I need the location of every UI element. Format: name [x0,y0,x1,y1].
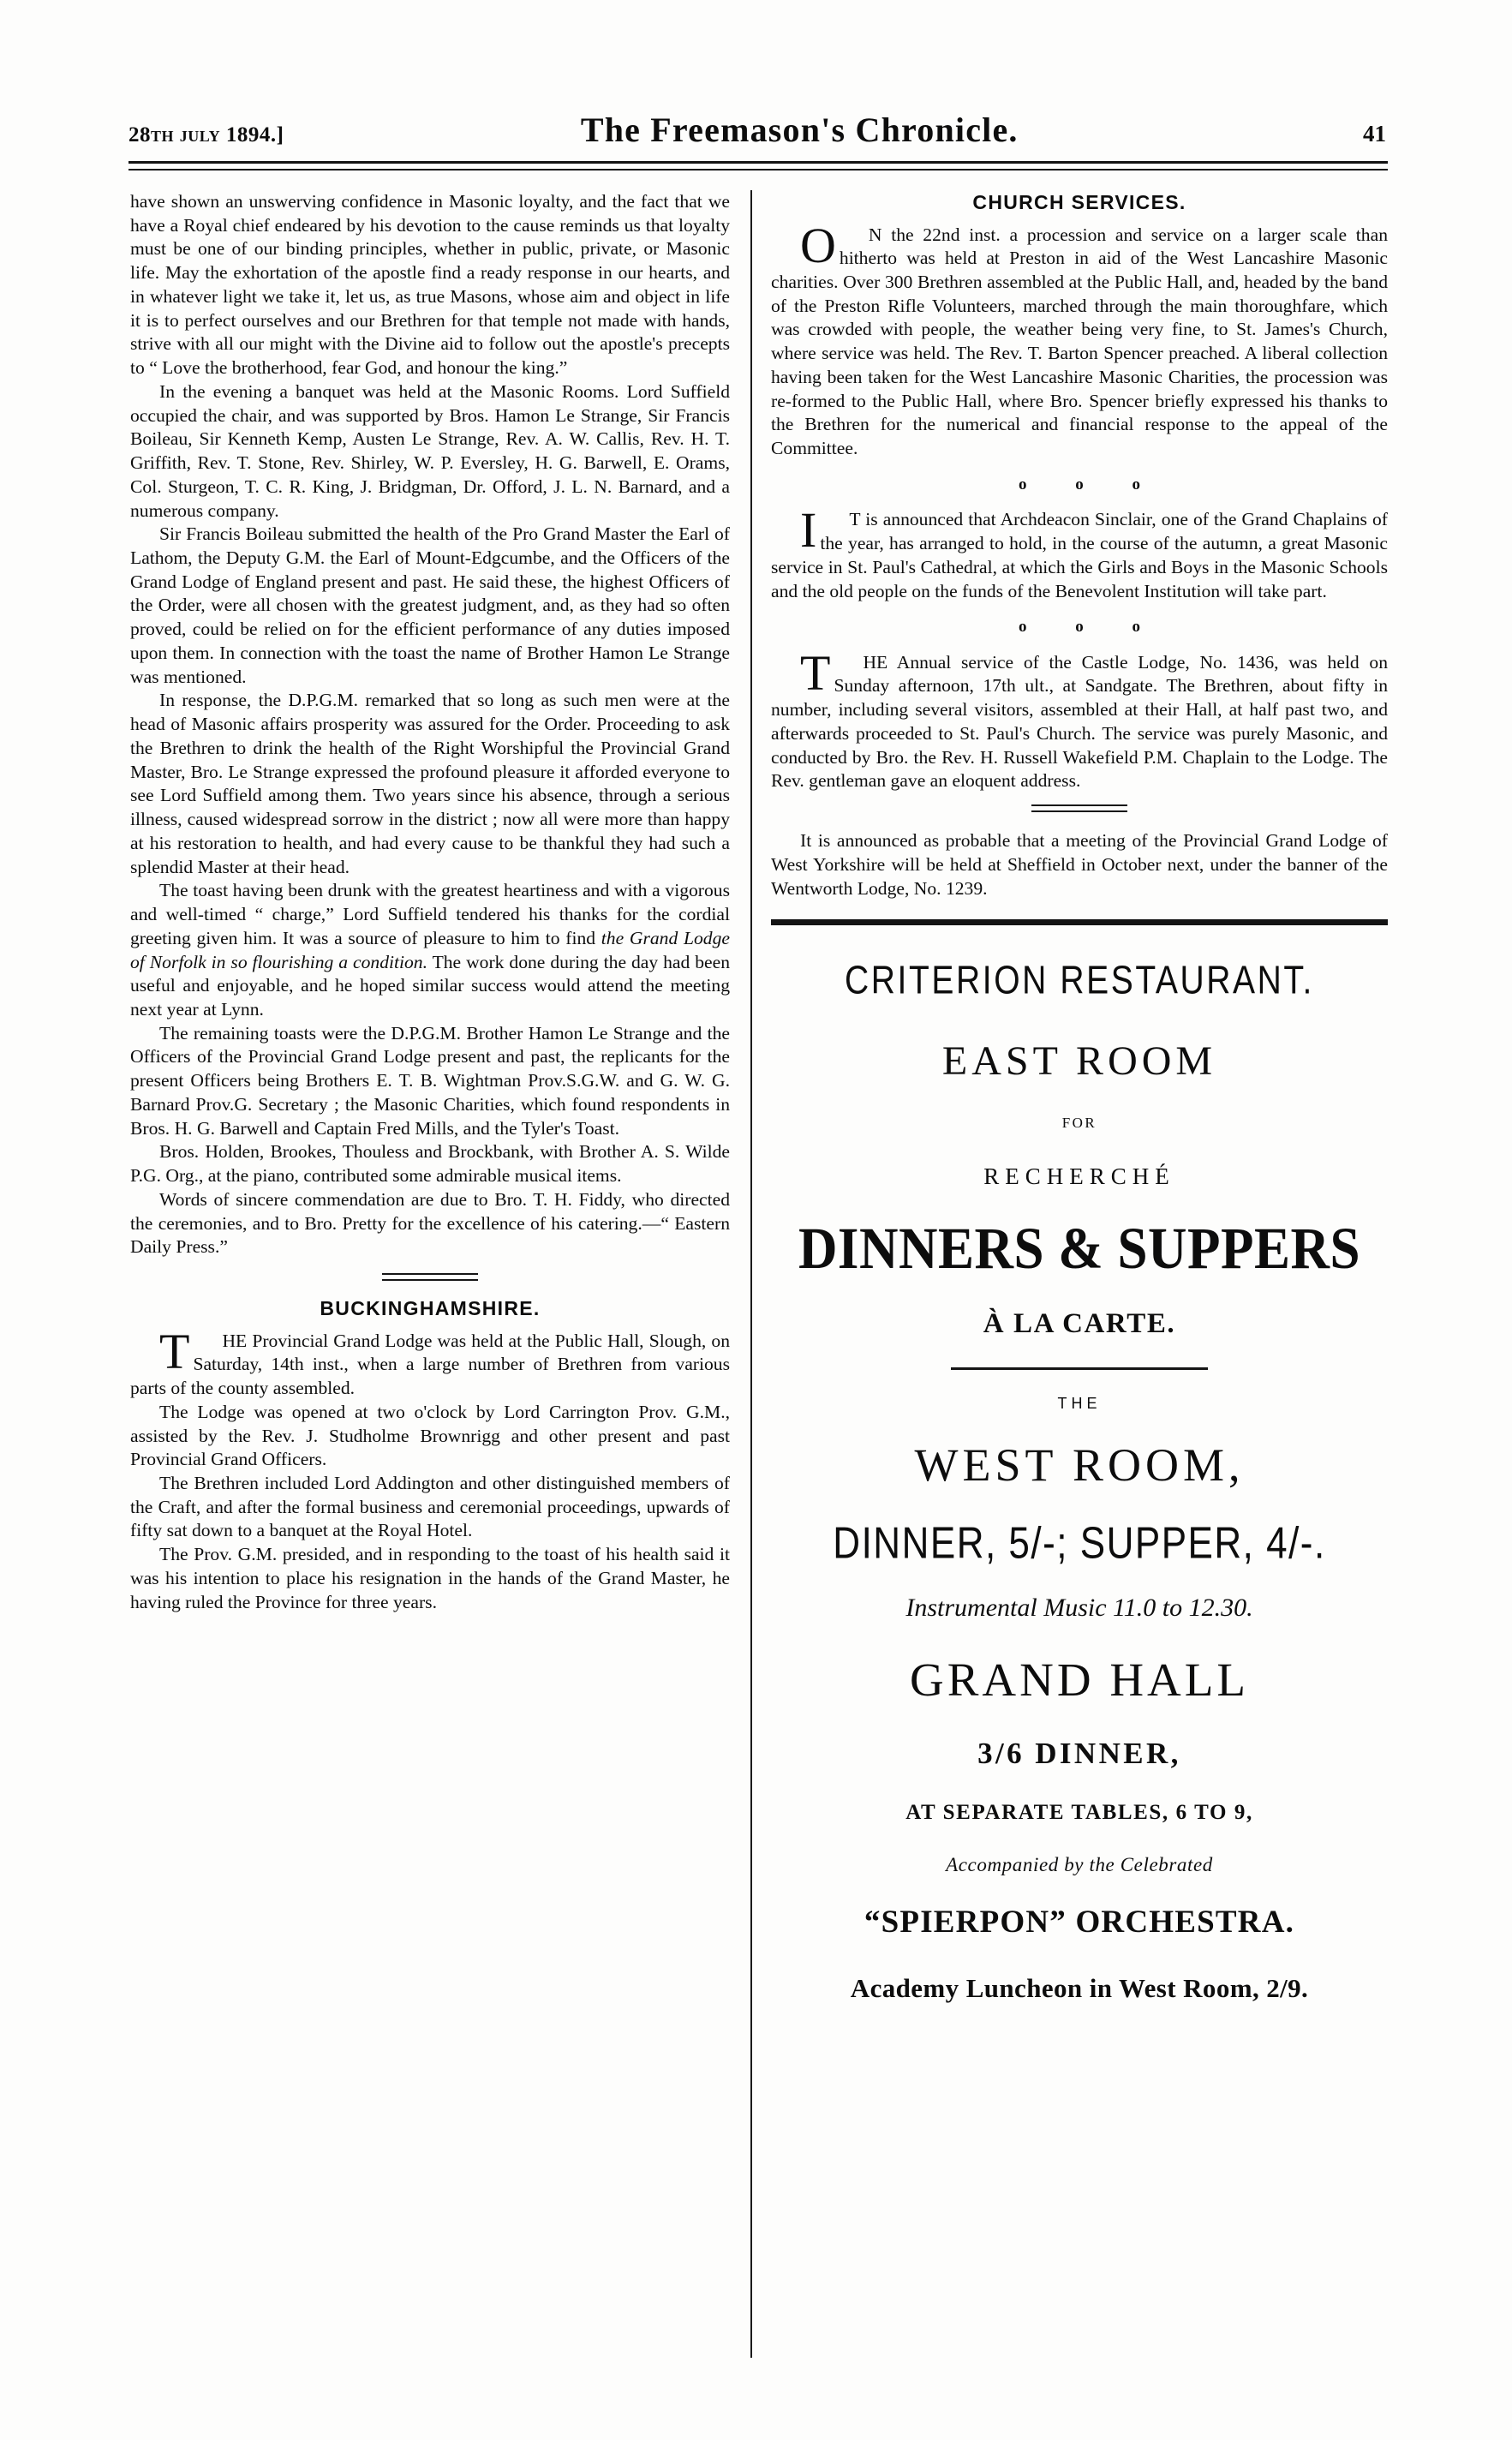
advert-dinner-supper-price: DINNER, 5/-; SUPPER, 4/-. [833,1518,1326,1569]
toast-text-italic: the Grand Lodge of Norfolk in so flourishing a condition. [130,927,730,972]
advert-accompanied-by: Accompanied by the Celebrated [946,1854,1213,1876]
paragraph: The Lodge was opened at two o'clock by Lord Carrington Prov. G.M., assisted by the Rev. J. Studholme Brownrigg and other present and past Provincial Grand Officers. [130,1401,730,1470]
section-separator-rule [1031,804,1127,812]
paragraph: have shown an unswerving confidence in Masonic loyalty, and the fact that we have a Royal chief endeared by his devotion to the cause reminds us that loyalty must be one of our binding principles, whether in public, private, or Masonic life. May the exhortation of the apostle find a ready response in our hearts, and in whatever light we take it, let us, as true Masons, whose aim and object in life it is to perfect ourselves and our Brethren for that temple not made with hands, strive with all our might with the Divine aid to follow out the apostle's precepts to “ Love the brotherhood, fear God, and honour the king.” [130,191,730,379]
right-column [771,190,1388,2006]
advert-for-label: FOR [1061,1115,1097,1132]
paragraph: Words of sincere commendation are due to Bro. T. H. Fiddy, who directed the ceremonies, and to Bro. Pretty for the excellence of his catering.—“ Eastern Daily Press.” [130,1188,730,1258]
advert-academy-luncheon: Academy Luncheon in West Room, 2/9. [850,1973,1309,2004]
column-divider [750,190,752,2358]
issue-date [128,123,284,147]
section-separator-rule [382,1273,478,1281]
advert-divider-rule [951,1367,1208,1370]
criterion-restaurant-advert[interactable] [771,956,1388,2006]
dropcap-paragraph-text: T is announced that Archdeacon Sinclair, one of the Grand Chaplains of the year, has arranged to hold, in the course of the autumn, a great Masonic service in St. Paul's Cathedral, at which the Girls and Boys in the Masonic Schools and the old people on the funds of the Benevolent Institution will take part. [771,509,1388,601]
issue-date-suffix: TH [151,128,175,145]
ornament-separator: o o o [1019,475,1162,493]
drop-cap-letter: I [800,502,817,559]
masthead [128,110,1386,150]
advert-the-label: THE [1057,1394,1102,1412]
paragraph: The remaining toasts were the D.P.G.M. Brother Hamon Le Strange and the Officers of the Provincial Grand Lodge present and past, the replicants for the present Officers being Brothers E. T. B. Wightman Prov.S.G.W. and G. W. G. Barnard Prov.G. Secretary ; the Masonic Charities, which found respondents in Bros. H. G. Barwell and Captain Fred Mills, and the Tyler's Toast. [130,1022,730,1139]
paragraph: In the evening a banquet was held at the Masonic Rooms. Lord Suffield occupied the chair, and was supported by Bros. Hamon Le Strange, Sir Francis Boileau, Sir Kenneth Kemp, Austen Le Strange, Rev. A. W. Callis, Rev. H. T. Griffith, Rev. T. Stone, Rev. Shirley, W. P. Eversley, H. G. Barwell, E. Orams, Col. Sturgeon, T. C. R. King, J. Bridgman, Dr. Offord, J. L. N. Barnard, and a numerous company. [130,380,730,521]
paragraph: In response, the D.P.G.M. remarked that so long as such men were at the head of Masonic affairs prosperity was assured for the Order. Proceeding to ask the Brethren to drink the health of the Right Worshipful the Provincial Grand Master, Bro. Le Strange expressed the profound pleasure it afforded everyone to see Lord Suffield among them. Two years since his absence, through a serious illness, caused widespread sorrow in the district ; now all were more than happy at his restoration to health, and had every cause to be thankful they had such a splendid Master at their head. [130,690,730,877]
paragraph-dropcap [771,644,1388,793]
dropcap-paragraph-text: N the 22nd inst. a procession and service on a larger scale than hitherto was held at Preston in aid of the West Lancashire Masonic charities. Over 300 Brethren assembled at the Public Hall, and, headed by the band of the Preston Rifle Volunteers, marched through the main thoroughfare, which was crowded with people, the weather being very fine, to St. James's Church, where service was held. The Rev. T. Barton Spencer preached. A liberal collection having been taken for the West Lancashire Masonic Charities, the procession was re-formed to the Public Hall, where Bro. Spencer briefly expressed his thanks to the Brethren for the numerical and financial response to the appeal of the Committee. [771,224,1388,459]
advert-top-rule [771,919,1388,925]
ornament-separator: o o o [1019,618,1162,637]
paragraph-dropcap [130,1323,730,1401]
section-heading-buckinghamshire: BUCKINGHAMSHIRE. [320,1297,541,1320]
advert-recherche: RECHERCHÉ [983,1163,1175,1189]
dropcap-paragraph-text: HE Provincial Grand Lodge was held at the Public Hall, Slough, on Saturday, 14th inst., when a large number of Brethren from various parts of the county assembled. [130,1330,730,1399]
advert-restaurant-name: CRITERION RESTAURANT. [845,959,1314,1003]
advert-east-room: EAST ROOM [941,1038,1217,1085]
advert-west-room: WEST ROOM, [914,1439,1245,1492]
drop-cap-letter: O [800,217,836,273]
paragraph-dropcap [771,217,1388,461]
masthead-rule [128,161,1388,170]
drop-cap-letter: T [800,644,831,701]
paragraph-toast [130,879,730,1021]
issue-date-day: 28 [128,123,151,147]
advert-orchestra: “SPIERPON” ORCHESTRA. [864,1904,1295,1940]
left-column [130,190,730,1614]
paragraph-dropcap [771,502,1388,603]
advert-separate-tables: AT SEPARATE TABLES, 6 TO 9, [905,1801,1253,1825]
paragraph: Sir Francis Boileau submitted the health of the Pro Grand Master the Earl of Lathom, the Deputy G.M. the Earl of Mount-Edgcumbe, and the Officers of the Grand Lodge of England present and past. He said these, the highest Officers of the Order, were all chosen with the greatest judgment, and, as they had so often proved, could be relied on for the efficient performance of any duties imposed upon them. In connection with the toast the name of Brother Hamon Le Strange was mentioned. [130,523,730,687]
publication-title: The Freemason's Chronicle. [580,111,1019,149]
toast-text-before: The toast having been drunk with the greatest heartiness and with a vigorous and well-timed “ charge,” Lord Suffield tendered his thanks for the cordial greeting given him. It was a source of pleasure to him to find [130,880,730,948]
drop-cap-letter: T [159,1323,190,1379]
advert-dinner-price: 3/6 DINNER, [977,1737,1181,1771]
paragraph: The Prov. G.M. presided, and in responding to the toast of his health said it was his intention to place his resignation in the hands of the Grand Master, he having ruled the Province for three years. [130,1544,730,1612]
issue-date-year: 1894.] [225,123,284,147]
paragraph: The Brethren included Lord Addington and other distinguished members of the Craft, and after the formal business and ceremonial proceedings, upwards of fifty sat down to a banquet at the Royal Hotel. [130,1473,730,1541]
paragraph: It is announced as probable that a meeting of the Provincial Grand Lodge of West Yorkshire will be held at Sheffield in October next, under the banner of the Wentworth Lodge, No. 1239. [771,830,1388,899]
advert-grand-hall: GRAND HALL [910,1654,1249,1707]
toast-text-after: The work done during the day had been useful and enjoyable, and he hoped similar success would attend the meeting next year at Lynn. [130,951,730,1020]
advert-dinners-suppers: DINNERS & SUPPERS [798,1215,1361,1282]
advert-a-la-carte: À LA CARTE. [983,1307,1176,1339]
dropcap-paragraph-text: HE Annual service of the Castle Lodge, No. 1436, was held on Sunday afternoon, 17th ult., at Sandgate. The Brethren, about fifty in number, including several visitors, assembled at their Hall, at half past two, and afterwards proceeded to St. Paul's Church. The service was purely Masonic, and conducted by Bro. the Rev. H. Russell Wakefield P.M. Chaplain to the Lodge. The Rev. gentleman gave an eloquent address. [771,651,1388,792]
paragraph: Bros. Holden, Brookes, Thouless and Brockbank, with Brother A. S. Wilde P.G. Org., at the piano, contributed some admirable musical items. [130,1141,730,1187]
page-number: 41 [1362,121,1386,147]
section-heading-church-services: CHURCH SERVICES. [972,191,1186,213]
advert-instrumental-music: Instrumental Music 11.0 to 12.30. [905,1593,1253,1622]
issue-date-month: JULY [179,128,221,145]
